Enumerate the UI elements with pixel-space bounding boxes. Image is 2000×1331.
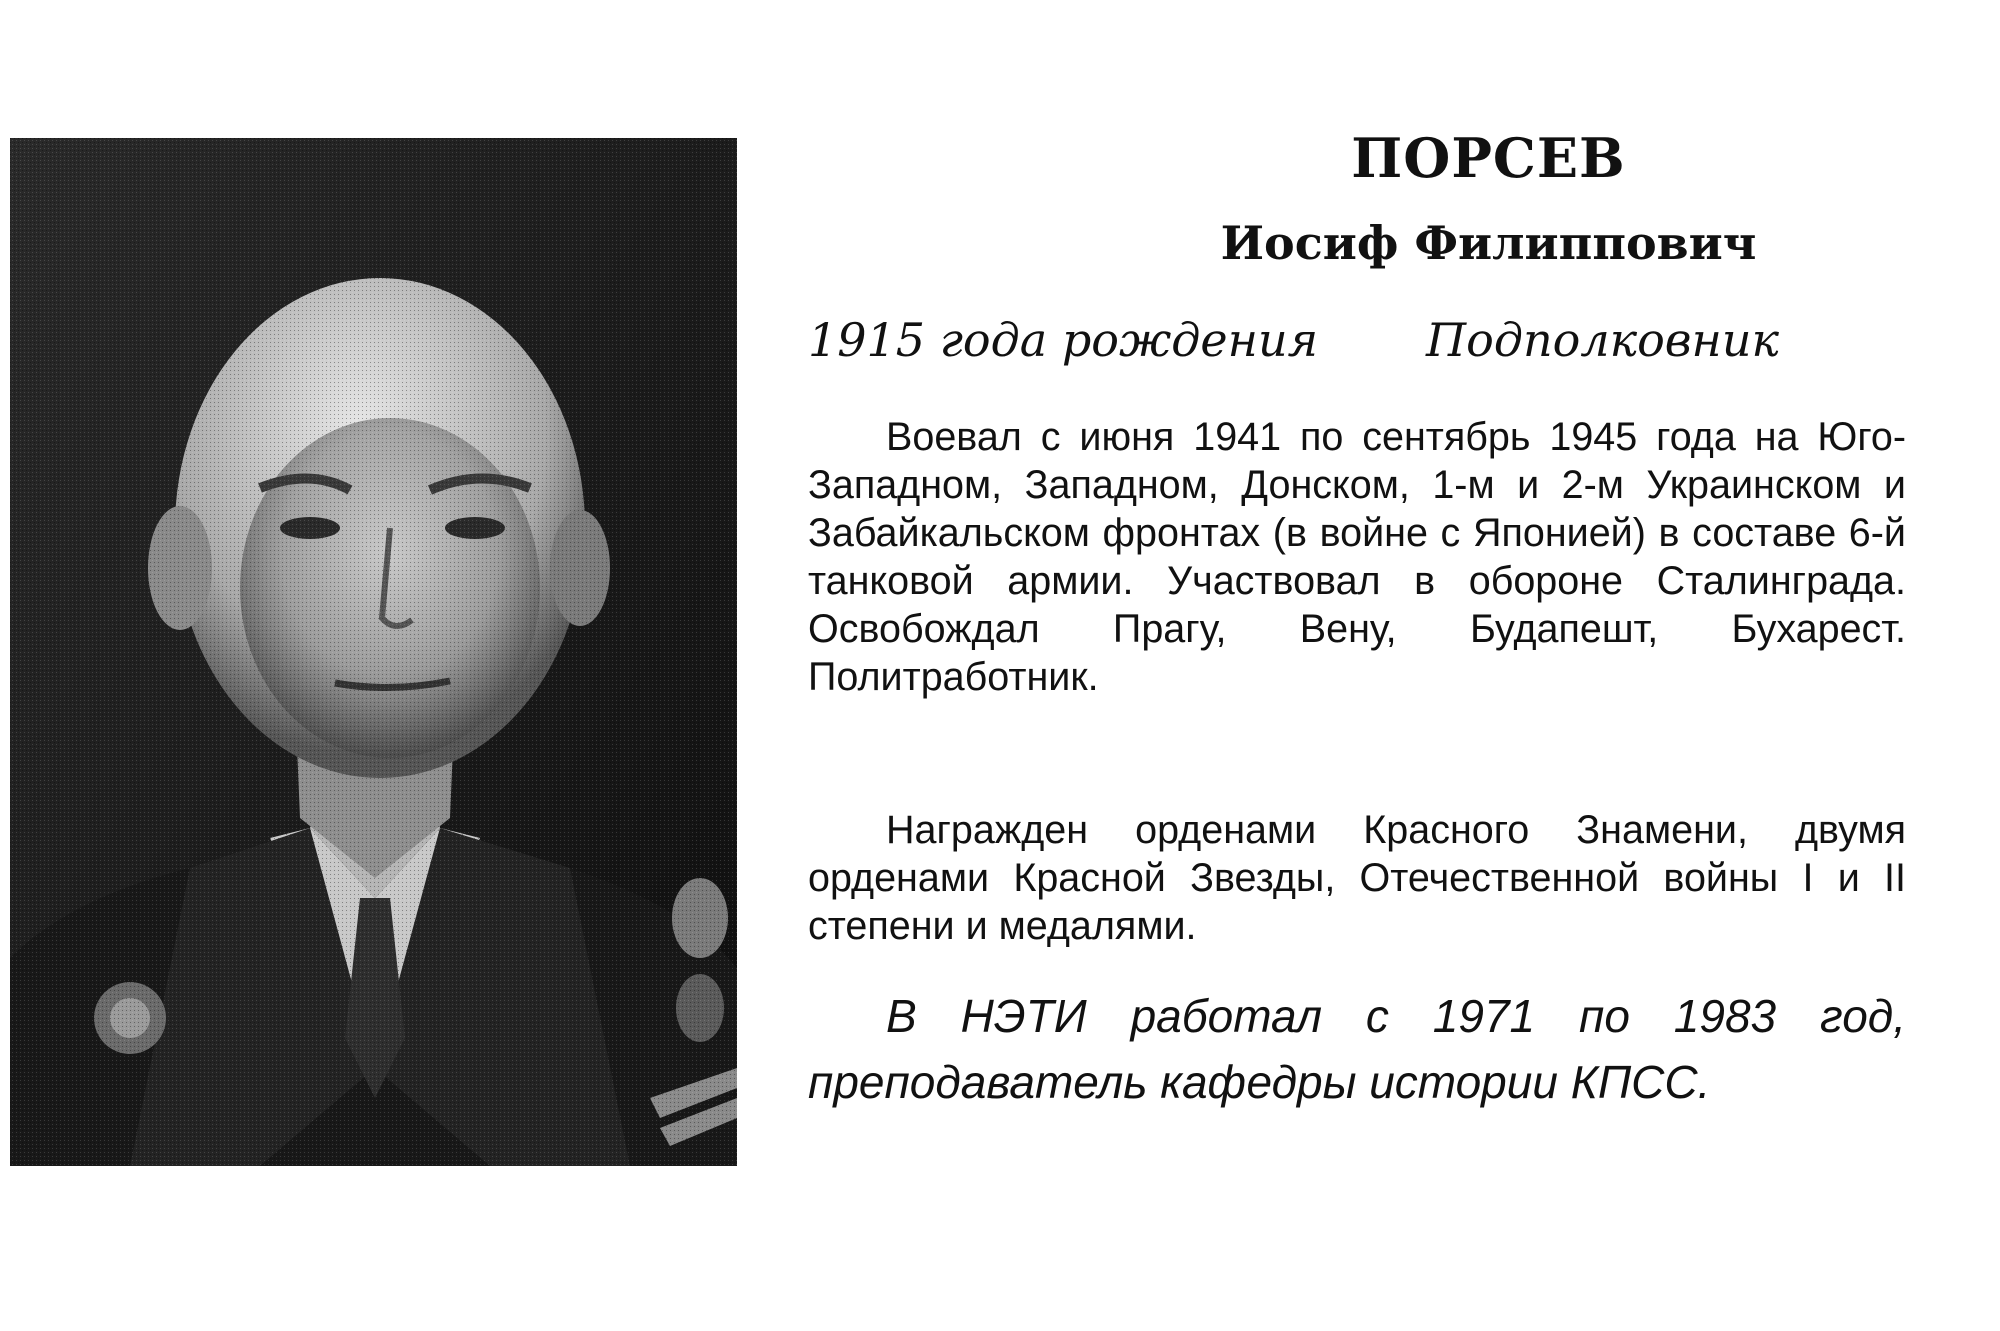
surname-heading: ПОРСЕВ — [1351, 126, 1626, 190]
birth-rank-line — [808, 312, 1900, 368]
biography-awards: Награжден орденами Красного Знамени, двумя орденами Красной Звезды, Отечественной войны I и II степени и медалями. — [808, 808, 1906, 948]
military-rank: Подполковник — [1426, 313, 1779, 367]
birth-year: 1915 года рождения — [808, 313, 1319, 367]
biography-war-service: Воевал с июня 1941 по сентябрь 1945 года на Юго-Западном, Западном, Донском, 1-м и 2-м Украинском и Забайкальском фронтах (в войне с Японией) в составе 6-й танковой армии. Участвовал в обороне Сталинграда. Освобождал Прагу, Вену, Будапешт, Бухарест. Политработник. — [808, 415, 1906, 699]
given-names-heading: Иосиф Филиппович — [1220, 216, 1757, 270]
biography-university-work: В НЭТИ работал с 1971 по 1983 год, преподаватель кафедры истории КПСС. — [808, 990, 1906, 1108]
portrait-photo — [10, 138, 737, 1166]
